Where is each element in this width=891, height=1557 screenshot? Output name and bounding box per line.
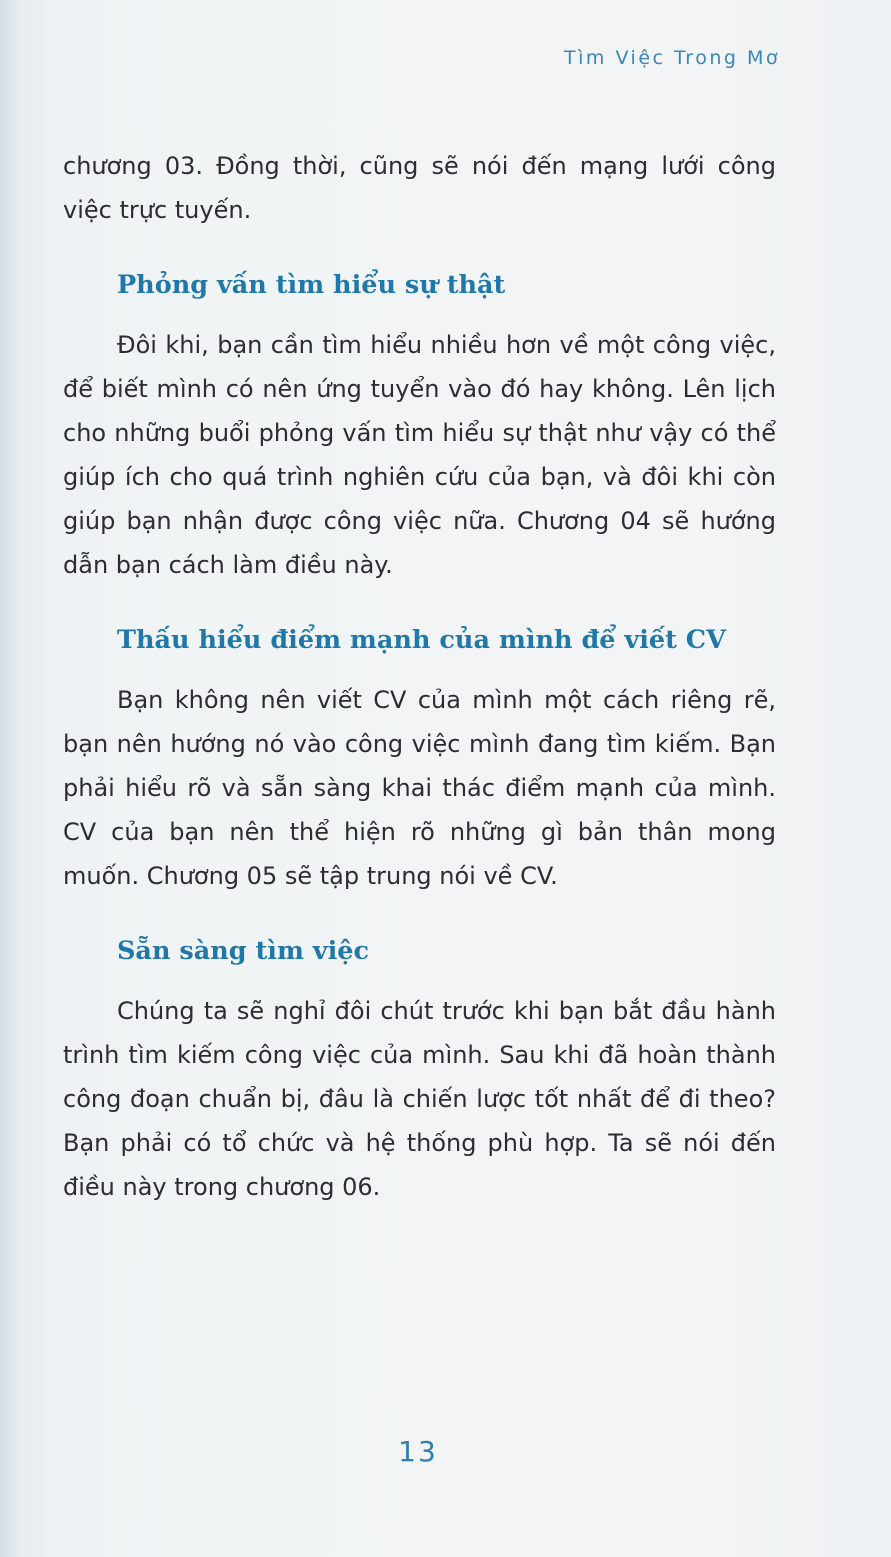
running-head: Tìm Việc Trong Mơ — [564, 47, 780, 69]
spacer — [63, 898, 776, 931]
spacer — [63, 232, 776, 265]
intro-paragraph: chương 03. Đồng thời, cũng sẽ nói đến mạng lưới công việc trực tuyến. — [63, 152, 776, 224]
spacer — [63, 305, 776, 323]
section-body-cv-strengths: Bạn không nên viết CV của mình một cách riêng rẽ, bạn nên hướng nó vào công việc mình đang tìm kiếm. Bạn phải hiểu rõ và sẵn sàng khai thác điểm mạnh của mình. CV của bạn nên thể hiện rõ những gì bản thân mong muốn. Chương 05 sẽ tập trung nói về CV. — [63, 686, 776, 890]
section-heading-cv-strengths: Thấu hiểu điểm mạnh của mình để viết CV — [117, 625, 726, 655]
section-heading-ready-job-search: Sẵn sàng tìm việc — [117, 936, 370, 966]
spacer — [63, 971, 776, 989]
section-body-fact-finding: Đôi khi, bạn cần tìm hiểu nhiều hơn về một công việc, để biết mình có nên ứng tuyển vào đó hay không. Lên lịch cho những buổi phỏng vấn tìm hiểu sự thật như vậy có thể giúp ích cho quá trình nghiên cứu của bạn, và đôi khi còn giúp bạn nhận được công việc nữa. Chương 04 sẽ hướng dẫn bạn cách làm điều này. — [63, 331, 776, 579]
spacer — [63, 660, 776, 678]
page-body — [63, 144, 776, 1209]
section-heading-fact-finding: Phỏng vấn tìm hiểu sự thật — [117, 270, 506, 300]
page-number: 13 — [398, 1435, 438, 1468]
section-body-ready-job-search: Chúng ta sẽ nghỉ đôi chút trước khi bạn bắt đầu hành trình tìm kiếm công việc của mình. Sau khi đã hoàn thành công đoạn chuẩn bị, đâu là chiến lược tốt nhất để đi theo? Bạn phải có tổ chức và hệ thống phù hợp. Ta sẽ nói đến điều này trong chương 06. — [63, 997, 776, 1201]
spacer — [63, 587, 776, 620]
